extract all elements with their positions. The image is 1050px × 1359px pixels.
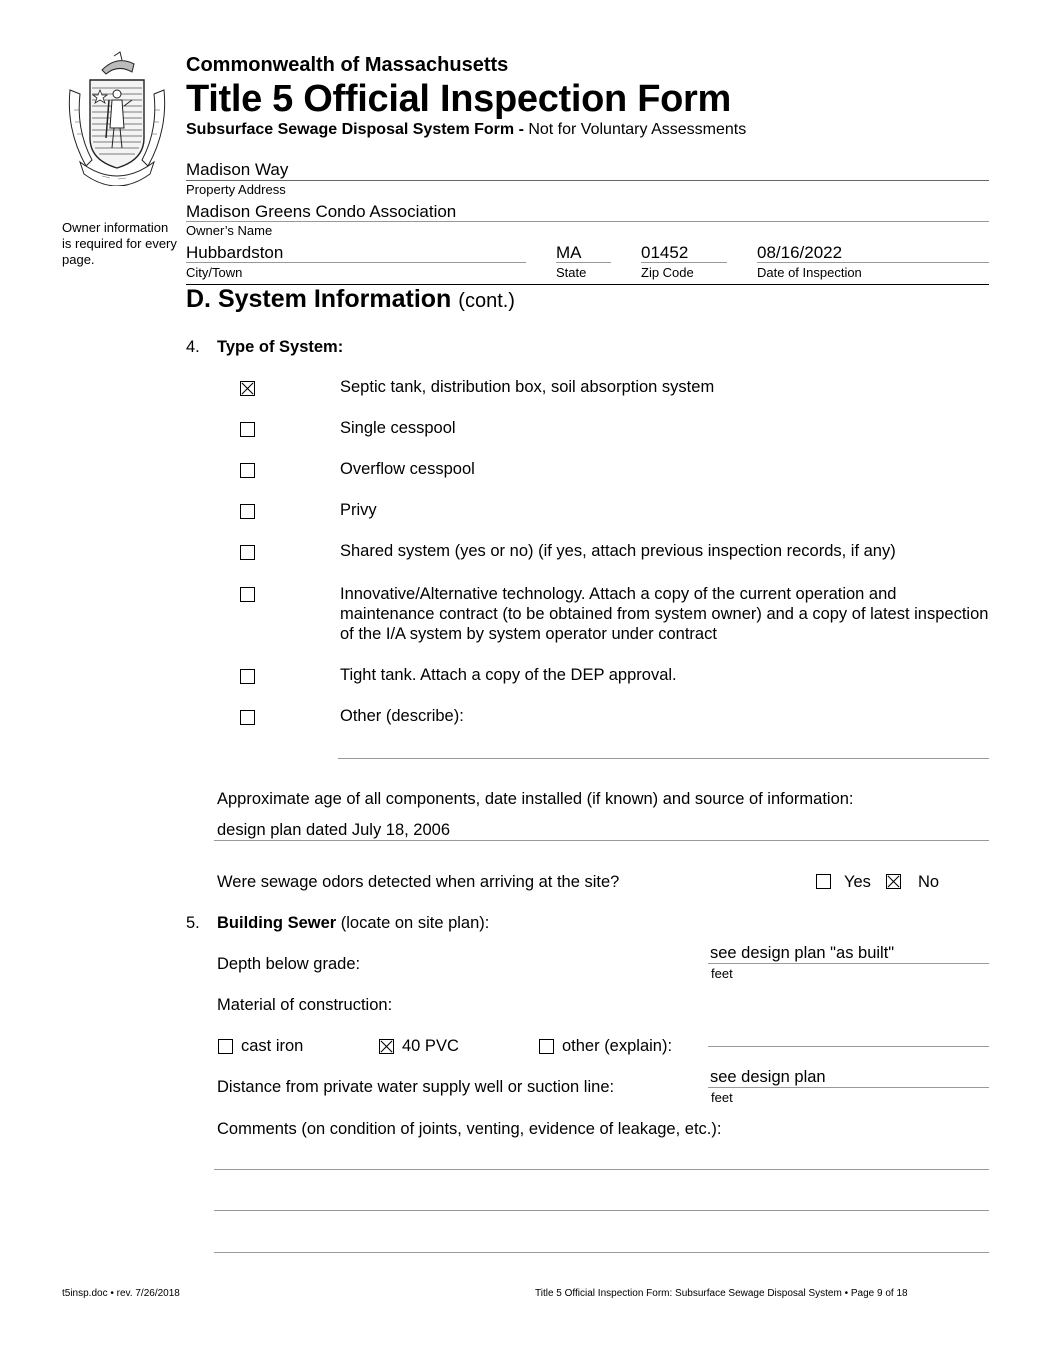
system-type-label-1: Septic tank, distribution box, soil absorption system <box>340 378 715 396</box>
system-type-checkbox-6[interactable] <box>240 587 255 602</box>
age-answer-field[interactable]: design plan dated July 18, 2006 <box>217 821 451 839</box>
depth-label: Depth below grade: <box>217 955 361 973</box>
form-subtitle-rest: Not for Voluntary Assessments <box>523 121 747 138</box>
odor-no-label: No <box>918 873 940 891</box>
distance-field[interactable]: see design plan <box>710 1068 826 1086</box>
owner-name-line <box>186 221 989 222</box>
other-describe-line <box>338 758 989 759</box>
q5-heading <box>217 914 489 933</box>
odor-yes-checkbox[interactable] <box>816 874 831 889</box>
odor-no-checkbox[interactable] <box>886 874 901 889</box>
state-line <box>556 262 611 263</box>
form-title: Title 5 Official Inspection Form <box>186 78 732 120</box>
checked-x-icon <box>887 875 900 888</box>
checked-x-icon <box>380 1040 393 1053</box>
checked-x-icon <box>241 382 254 395</box>
system-type-label-7: Tight tank. Attach a copy of the DEP approval. <box>340 666 677 684</box>
age-question: Approximate age of all components, date installed (if known) and source of information: <box>217 790 854 808</box>
depth-unit: feet <box>711 966 733 981</box>
depth-line <box>708 963 989 964</box>
depth-field[interactable]: see design plan "as built" <box>710 944 895 962</box>
property-address-line <box>186 180 989 181</box>
cast-iron-label: cast iron <box>241 1037 304 1055</box>
city-field[interactable]: Hubbardston <box>186 243 284 262</box>
form-subtitle-bold: Subsurface Sewage Disposal System Form - <box>186 121 524 138</box>
distance-line <box>708 1087 989 1088</box>
q4-number: 4. <box>186 338 200 356</box>
city-line <box>186 262 526 263</box>
other-material-label: other (explain): <box>562 1037 673 1055</box>
comments-line-2[interactable] <box>214 1210 989 1211</box>
state-label: State <box>556 265 587 280</box>
system-type-label-8: Other (describe): <box>340 707 464 725</box>
footer-left: t5insp.doc • rev. 7/26/2018 <box>62 1288 180 1299</box>
system-type-checkbox-2[interactable] <box>240 422 255 437</box>
system-type-checkbox-1[interactable] <box>240 381 255 396</box>
age-answer-line <box>214 840 989 841</box>
massachusetts-seal-icon <box>62 50 172 186</box>
footer-right: Title 5 Official Inspection Form: Subsurface Sewage Disposal System • Page 9 of 18 <box>535 1288 908 1299</box>
odor-question: Were sewage odors detected when arriving at the site? <box>217 873 620 891</box>
zip-label: Zip Code <box>641 265 694 280</box>
system-type-label-6: Innovative/Alternative technology. Attach a copy of the current operation and maintenance contract (to be obtained from system owner) and a copy of latest inspection of the I/A system by system operator under contract <box>340 585 989 643</box>
system-type-label-3: Overflow cesspool <box>340 460 475 478</box>
city-label: City/Town <box>186 265 243 280</box>
comments-label: Comments (on condition of joints, venting, evidence of leakage, etc.): <box>217 1120 722 1138</box>
section-title-cont: (cont.) <box>458 290 515 312</box>
system-type-checkbox-7[interactable] <box>240 669 255 684</box>
system-type-checkbox-3[interactable] <box>240 463 255 478</box>
inspection-date-label: Date of Inspection <box>757 265 862 280</box>
system-type-label-2: Single cesspool <box>340 419 456 437</box>
pvc-checkbox[interactable] <box>379 1039 394 1054</box>
property-address-field[interactable]: Madison Way <box>186 160 289 179</box>
q5-number: 5. <box>186 914 200 932</box>
inspection-date-field[interactable]: 08/16/2022 <box>757 243 843 262</box>
comments-line-1[interactable] <box>214 1169 989 1170</box>
distance-label: Distance from private water supply well or suction line: <box>217 1078 615 1096</box>
other-material-line[interactable] <box>708 1046 989 1047</box>
section-title <box>186 285 515 314</box>
system-type-label-5: Shared system (yes or no) (if yes, attach previous inspection records, if any) <box>340 542 896 560</box>
distance-unit: feet <box>711 1090 733 1105</box>
inspection-date-line <box>757 262 989 263</box>
cast-iron-checkbox[interactable] <box>218 1039 233 1054</box>
owner-info-note: Owner information is required for every page. <box>62 220 177 267</box>
owner-name-field[interactable]: Madison Greens Condo Association <box>186 202 457 221</box>
owner-name-label: Owner’s Name <box>186 223 273 238</box>
system-type-checkbox-5[interactable] <box>240 545 255 560</box>
property-address-label: Property Address <box>186 182 286 197</box>
material-label: Material of construction: <box>217 996 393 1014</box>
odor-yes-label: Yes <box>844 873 871 891</box>
other-material-checkbox[interactable] <box>539 1039 554 1054</box>
comments-line-3[interactable] <box>214 1252 989 1253</box>
pvc-label: 40 PVC <box>402 1037 459 1055</box>
system-type-checkbox-8[interactable] <box>240 710 255 725</box>
q4-label: Type of System: <box>217 338 344 356</box>
commonwealth-heading: Commonwealth of Massachusetts <box>186 54 509 76</box>
zip-field[interactable]: 01452 <box>641 243 689 262</box>
system-type-label-4: Privy <box>340 501 377 519</box>
q5-label: Building Sewer <box>217 914 337 932</box>
system-type-checkbox-4[interactable] <box>240 504 255 519</box>
state-field[interactable]: MA <box>556 243 582 262</box>
section-title-text: D. System Information <box>186 285 452 313</box>
form-subtitle <box>186 121 746 139</box>
q5-label-rest: (locate on site plan): <box>336 914 490 932</box>
zip-line <box>641 262 727 263</box>
